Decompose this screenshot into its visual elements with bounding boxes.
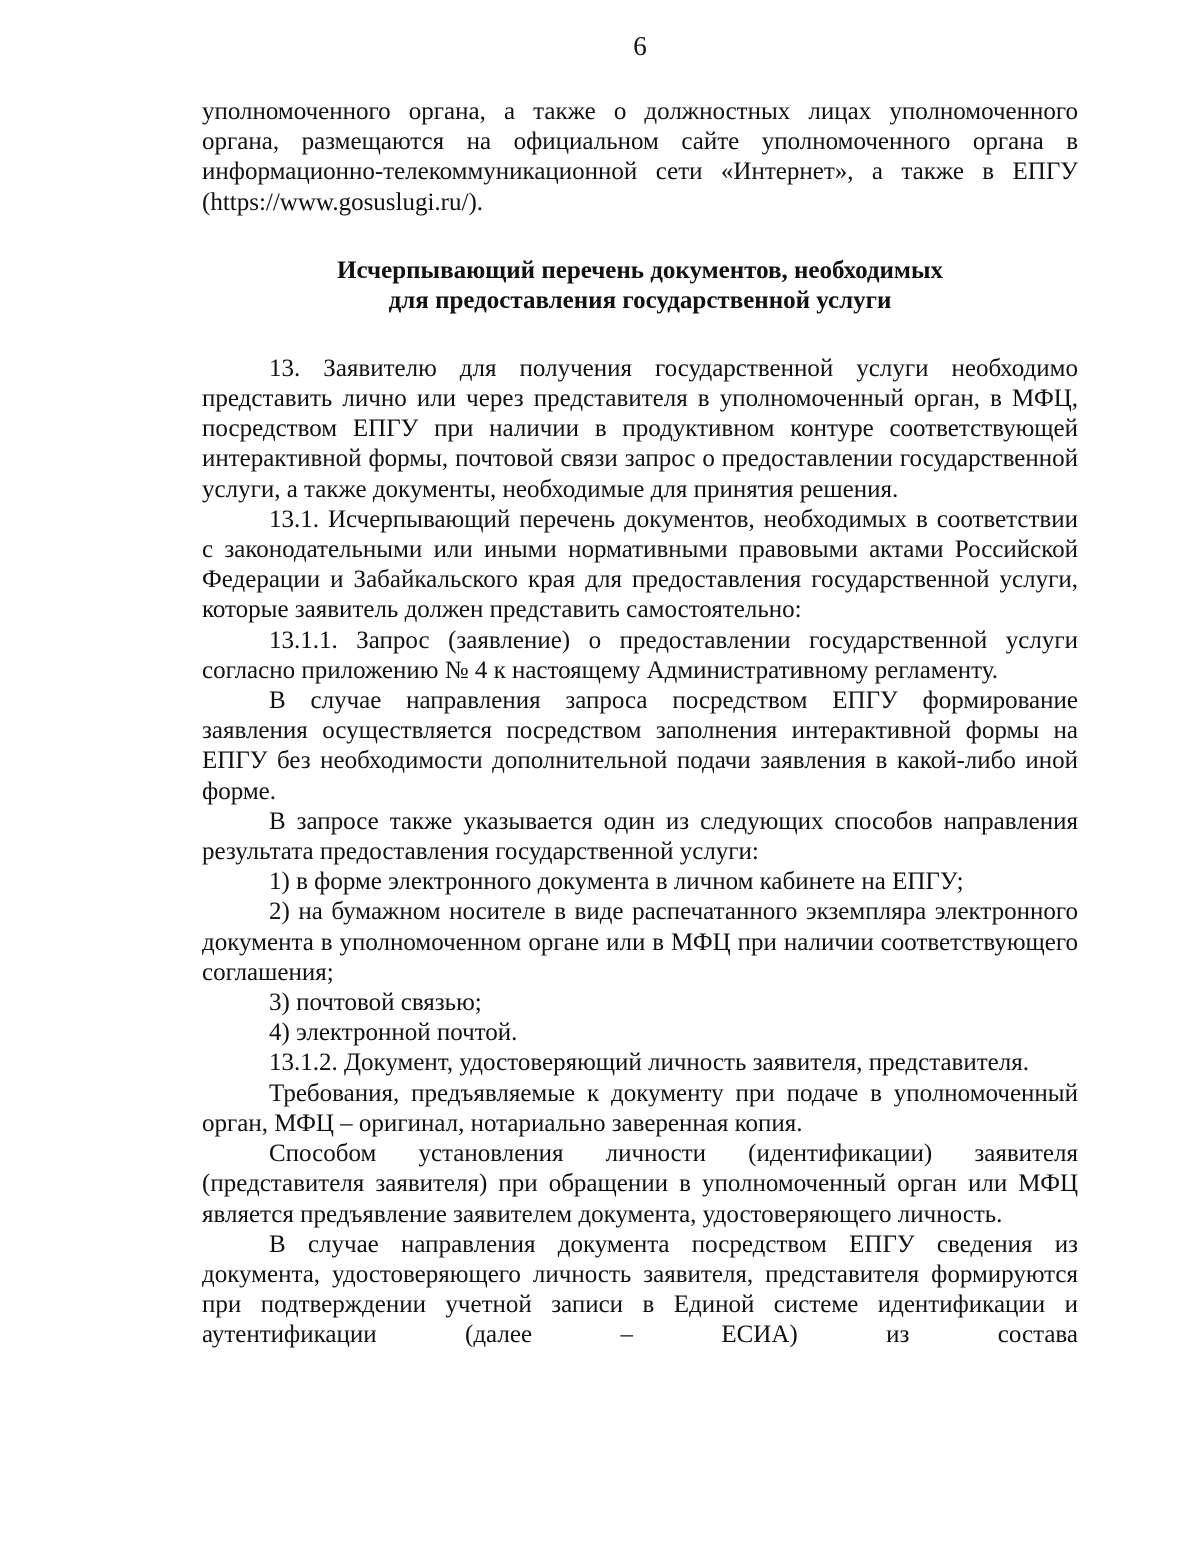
paragraph: В случае направления документа посредством ЕПГУ сведения из документа, удостоверяющего личность заявителя, представителя формируются при подтверждении учетной записи в Единой системе идентификации и аутентификации (далее – ЕСИА) из состава bbox=[202, 1230, 1078, 1349]
intro-line: (https://www.gosuslugi.ru/). bbox=[202, 188, 484, 216]
list-item: 1) в форме электронного документа в личном кабинете на ЕПГУ; bbox=[269, 868, 964, 896]
section-heading-line: Исчерпывающий перечень документов, необходимых bbox=[337, 256, 943, 284]
list-item: 3) почтовой связью; bbox=[269, 989, 482, 1017]
paragraph: Требования, предъявляемые к документу при подаче в уполномоченный орган, МФЦ – оригинал, нотариально заверенная копия. bbox=[202, 1079, 1078, 1137]
section-heading bbox=[202, 256, 1078, 316]
paragraph: 13.1.2. Документ, удостоверяющий личность заявителя, представителя. bbox=[269, 1049, 1029, 1077]
paragraph: 13.1.1. Запрос (заявление) о предоставлении государственной услуги согласно приложению № 4 к настоящему Административному регламенту. bbox=[202, 626, 1078, 684]
intro-line: информационно-телекоммуникационной сети «Интернет», а также в ЕПГУ bbox=[202, 158, 1078, 186]
list-item: 4) электронной почтой. bbox=[269, 1019, 518, 1047]
paragraph: Способом установления личности (идентификации) заявителя (представителя заявителя) при обращении в уполномоченный орган или МФЦ является предъявление заявителем документа, удостоверяющего личность. bbox=[202, 1140, 1078, 1228]
list-item: 2) на бумажном носителе в виде распечатанного экземпляра электронного документа в уполномоченном органе или в МФЦ при наличии соответствующего соглашения; bbox=[202, 898, 1078, 986]
section-heading-line: для предоставления государственной услуги bbox=[388, 286, 892, 314]
page-number: 6 bbox=[633, 31, 647, 61]
intro-line: уполномоченного органа, а также о должностных лицах уполномоченного bbox=[202, 98, 1078, 125]
paragraph: 13.1. Исчерпывающий перечень документов, необходимых в соответствии с законодательными или иными нормативными правовыми актами Российской Федерации и Забайкальского края для предоставления государственной услуги, которые заявитель должен представить самостоятельно: bbox=[202, 505, 1078, 624]
document-body bbox=[202, 97, 1078, 1351]
paragraph: В запросе также указывается один из следующих способов направления результата предоставления государственной услуги: bbox=[202, 807, 1078, 866]
paragraph: В случае направления запроса посредством ЕПГУ формирование заявления осуществляется посредством заполнения интерактивной формы на ЕПГУ без необходимости дополнительной подачи заявления в какой-либо иной форме. bbox=[202, 687, 1078, 805]
intro-line: органа, размещаются на официальном сайте уполномоченного органа в bbox=[202, 128, 1078, 156]
paragraph: 13. Заявителю для получения государственной услуги необходимо представить лично или через представителя в уполномоченный орган, в МФЦ, посредством ЕПГУ при наличии в продуктивном контуре соответствующей интерактивной формы, почтовой связи запрос о предоставлении государственной услуги, а также документы, необходимые для принятия решения. bbox=[202, 354, 1078, 503]
